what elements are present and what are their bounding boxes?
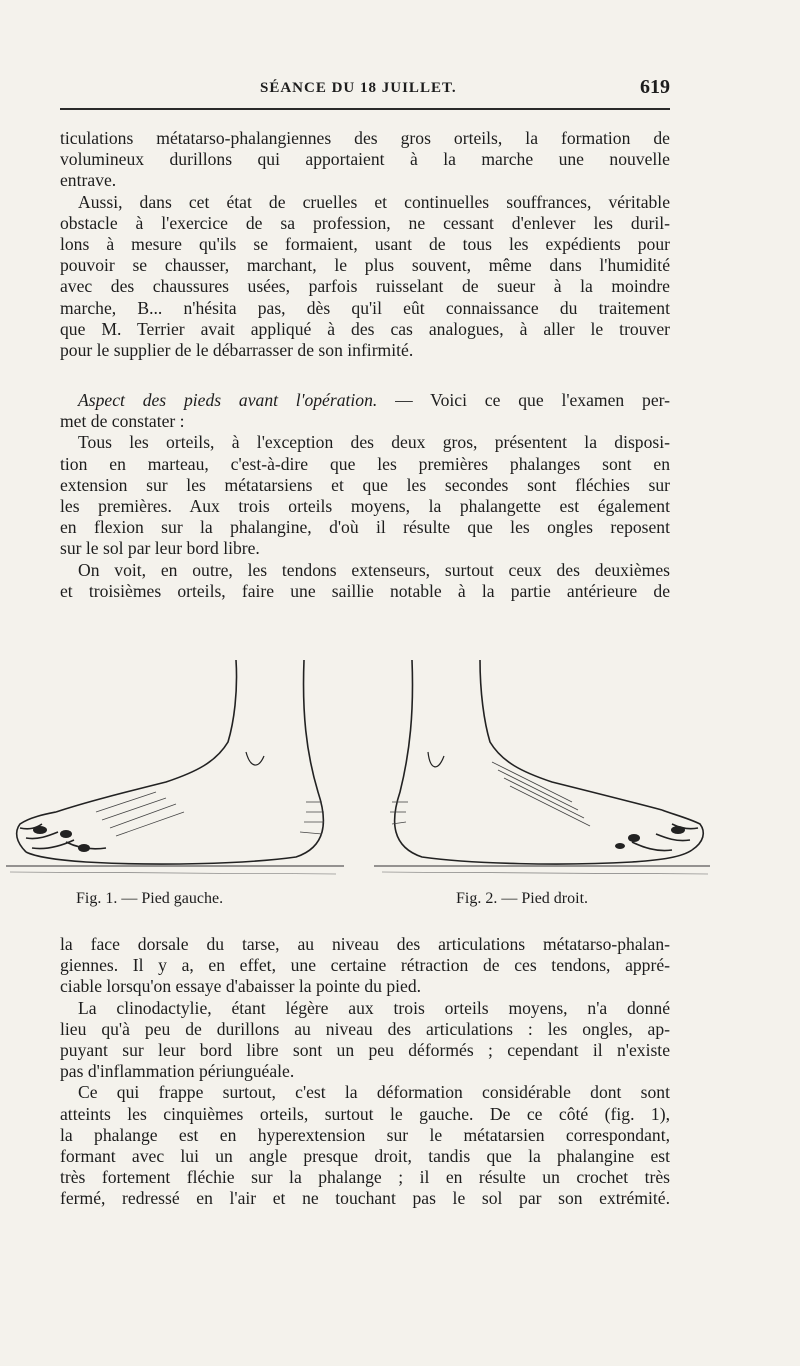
figure-1-caption: Fig. 1. — Pied gauche.: [76, 890, 224, 907]
text-line: que M. Terrier avait appliqué à des cas analogues, à aller le trouver: [60, 318, 670, 339]
text-line: marche, B... n'hésita pas, dès qu'il eût connaissance du traitement: [60, 297, 670, 318]
text-line: très fortement fléchie sur la phalange ; il en résulte un crochet très: [60, 1167, 670, 1188]
text-line: pouvoir se chausser, marchant, le plus souvent, même dans l'humidité: [60, 255, 670, 276]
text-line: Ce qui frappe surtout, c'est la déformation considérable dont sont: [78, 1082, 670, 1103]
text-line: formant avec lui un angle presque droit, tandis que la phalangine est: [60, 1146, 670, 1167]
text-line: La clinodactylie, étant légère aux trois orteils moyens, n'a donné: [78, 997, 670, 1018]
page-number: 619: [640, 76, 670, 98]
section-heading: Aspect des pieds avant l'opération.: [78, 390, 378, 410]
text-line: volumineux durillons qui apportaient à la marche une nouvelle: [60, 149, 670, 170]
text-line: les premières. Aux trois orteils moyens, la phalangette est également: [60, 496, 670, 517]
text-line: extension sur les métatarsiens et que les secondes sont fléchies sur: [60, 474, 670, 495]
figure-2-caption: Fig. 2. — Pied droit.: [456, 890, 589, 907]
right-foot-illustration: [372, 652, 712, 880]
text-line: giennes. Il y a, en effet, une certaine rétraction de ces tendons, appré-: [60, 955, 670, 976]
text-line: et troisièmes orteils, faire une saillie notable à la partie antérieure de: [60, 580, 670, 601]
text-line: avec des chaussures usées, parfois ruisselant de sueur à la moindre: [60, 276, 670, 297]
figures-area: [0, 652, 800, 882]
text-line: Aussi, dans cet état de cruelles et continuelles souffrances, véritable: [78, 191, 670, 212]
text-line: Tous les orteils, à l'exception des deux gros, présentent la disposi-: [78, 432, 670, 453]
running-title: SÉANCE DU 18 JUILLET.: [260, 80, 457, 96]
text-line: met de constater :: [60, 411, 185, 432]
text-line: On voit, en outre, les tendons extenseurs, surtout ceux des deuxièmes: [78, 559, 670, 580]
text-line: tion en marteau, c'est-à-dire que les premières phalanges sont en: [60, 453, 670, 474]
header-rule: [60, 108, 670, 110]
text-line: en flexion sur la phalangine, d'où il résulte que les ongles reposent: [60, 517, 670, 538]
paragraph-block-2: [60, 390, 670, 602]
text-line: la face dorsale du tarse, au niveau des articulations métatarso-phalan-: [60, 934, 670, 954]
heading-continuation: — Voici ce que l'examen per-: [377, 390, 670, 410]
text-line: la phalange est en hyperextension sur le métatarsien correspondant,: [60, 1124, 670, 1145]
text-line: ticulations métatarso-phalangiennes des gros orteils, la formation de: [60, 128, 670, 148]
text-line: lons à mesure qu'ils se formaient, usant de tous les expédients pour: [60, 234, 670, 255]
text-line: ciable lorsqu'on essaye d'abaisser la pointe du pied.: [60, 976, 422, 997]
paragraph-block-3: [60, 934, 670, 1210]
left-foot-illustration: [6, 652, 346, 880]
text-line: puyant sur leur bord libre sont un peu déformés ; cependant il n'existe: [60, 1040, 670, 1061]
running-head: [60, 76, 670, 102]
text-line: obstacle à l'exercice de sa profession, ne cessant d'enlever les duril-: [60, 212, 670, 233]
paragraph-block-1: [60, 128, 670, 361]
text-line: fermé, redressé en l'air et ne touchant pas le sol par son extrémité.: [60, 1188, 670, 1209]
text-line: pour le supplier de le débarrasser de son infirmité.: [60, 340, 414, 361]
text-line: atteints les cinquièmes orteils, surtout le gauche. De ce côté (fig. 1),: [60, 1103, 670, 1124]
text-line: lieu qu'à peu de durillons au niveau des articulations : les ongles, ap-: [60, 1018, 670, 1039]
text-line: entrave.: [60, 170, 117, 191]
text-line: sur le sol par leur bord libre.: [60, 538, 260, 559]
text-line: pas d'inflammation périunguéale.: [60, 1061, 295, 1082]
text-line: [60, 390, 670, 411]
